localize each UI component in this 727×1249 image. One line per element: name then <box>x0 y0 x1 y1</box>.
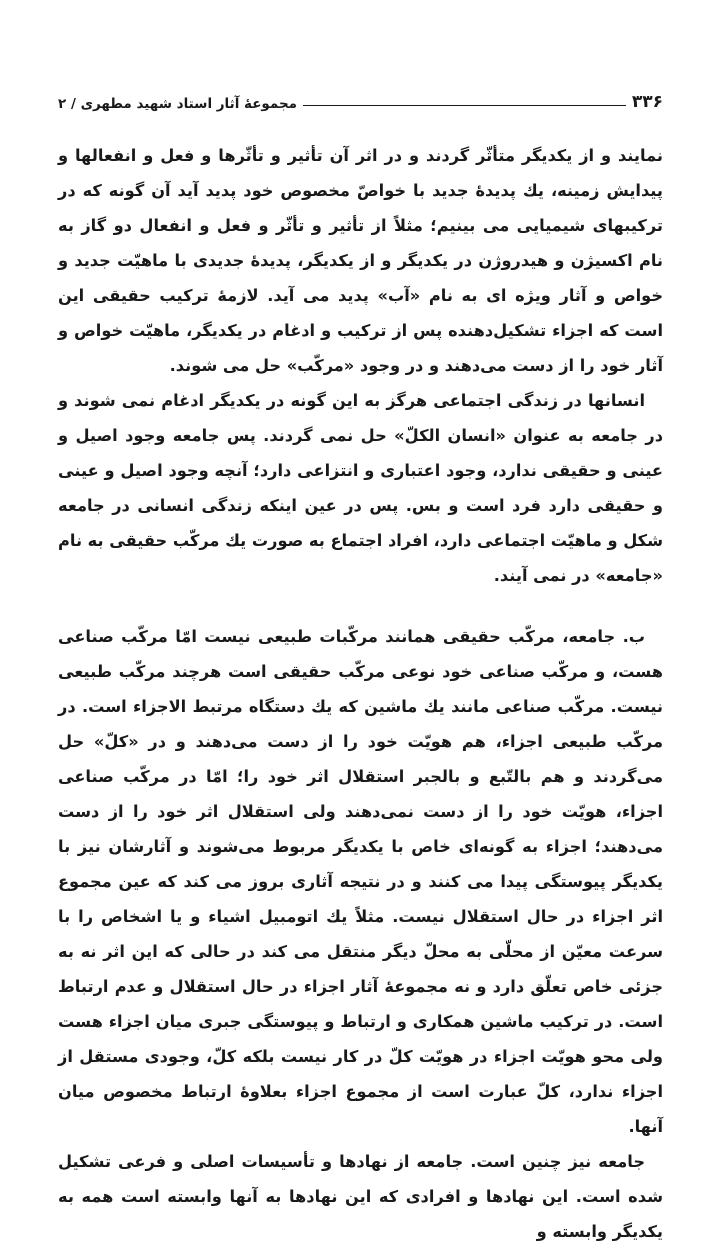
page-header <box>58 86 663 112</box>
paragraph-2: انسانها در زندگی اجتماعی هرگز به این گونه در یکدیگر ادغام نمی شوند و در جامعه به عنوان «انسان الکلّ» حل نمی گردند. پس جامعه وجود اصیل و عینی و حقیقی ندارد، وجود اعتباری و انتزاعی دارد؛ آنچه وجود اصیل و عینی و حقیقی دارد فرد است و بس. پس در عین اینکه زندگی انسانی در جامعه شکل و ماهیّت اجتماعی دارد، افراد اجتماع به صورت یك مرکّب حقیقی به نام «جامعه» در نمی آیند. <box>58 391 663 585</box>
running-title: مجموعهٔ آثار استاد شهید مطهری / ۲ <box>58 96 298 112</box>
paragraph-1: نمایند و از یکدیگر متأثّر گردند و در اثر آن تأثیر و تأثّرها و فعل و انفعالها و پیدایش زمینه، یك پدیدهٔ جدید با خواصّ مخصوص خود پدید آید آن گونه که در ترکیبهای شیمیایی می بینیم؛ مثلاً از تأثیر و تأثّر و فعل و انفعال دو گاز به نام اکسیژن و هیدروژن در یکدیگر و از یکدیگر، پدیدهٔ جدیدی با ماهیّت جدید و خواص و آثار ویژه ای به نام «آب» پدید می آید. لازمهٔ ترکیب حقیقی این است که اجزاء تشکیل‌دهنده پس از ترکیب و ادغام در یکدیگر، ماهیّت خواص و آثار خود را از دست می‌دهند و در وجود «مرکّب» حل می شوند. <box>58 146 663 375</box>
header-rule <box>303 105 626 106</box>
paragraph-3: ب. جامعه، مرکّب حقیقی همانند مرکّبات طبیعی نیست امّا مرکّب صناعی هست، و مرکّب صناعی خود نوعی مرکّب حقیقی است هرچند مرکّب طبیعی نیست. مرکّب صناعی مانند یك ماشین که یك دستگاه مرتبط الاجزاء است. در مرکّب طبیعی اجزاء، هم هویّت خود را از دست می‌دهند و در «کلّ» حل می‌گردند و هم بالتّبع و بالجبر استقلال اثر خود را؛ امّا در مرکّب صناعی اجزاء، هویّت خود را از دست نمی‌دهند ولی استقلال اثر خود را از دست می‌دهند؛ اجزاء به گونه‌ای خاص با یکدیگر مربوط می‌شوند و آثارشان نیز با یکدیگر پیوستگی پیدا می کنند و در نتیجه آثاری بروز می کند که عین مجموع اثر اجزاء در حال استقلال نیست. مثلاً یك اتومبیل اشیاء و یا اشخاص را با سرعت معیّن از محلّی به محلّ دیگر منتقل می کند در حالی که این اثر نه به جزئی خاص تعلّق دارد و نه مجموعهٔ آثار اجزاء در حال استقلال و عدم ارتباط است. در ترکیب ماشین همکاری و ارتباط و پیوستگی جبری میان اجزاء هست ولی محو هویّت اجزاء در هویّت کلّ در کار نیست بلکه کلّ، وجودی مستقل از اجزاء ندارد، کلّ عبارت است از مجموع اجزاء بعلاوهٔ ارتباط مخصوص میان آنها. <box>58 627 663 1136</box>
body-text <box>58 138 663 1249</box>
paragraph-4: جامعه نیز چنین است. جامعه از نهادها و تأسیسات اصلی و فرعی تشکیل شده است. این نهادها و افرادی که این نهادها به آنها وابسته است همه به یکدیگر وابسته و <box>58 1152 663 1241</box>
page-number: ۳۳۶ <box>631 92 663 112</box>
